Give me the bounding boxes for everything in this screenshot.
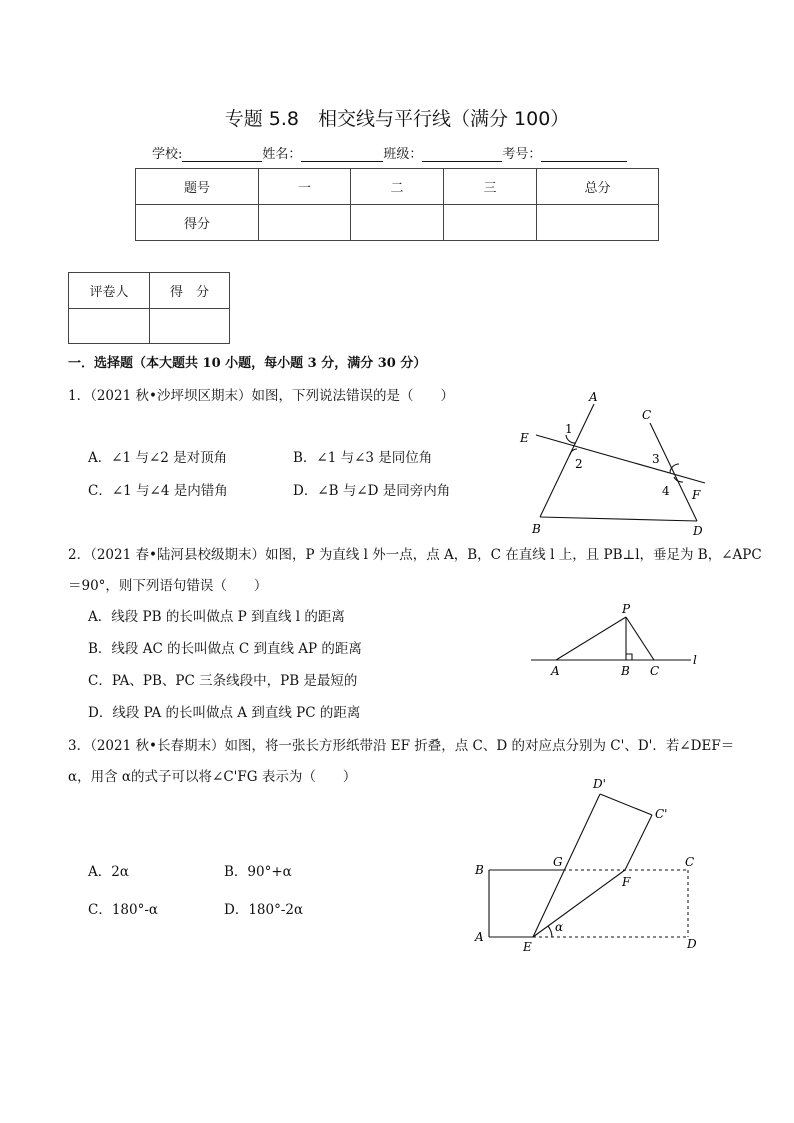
- label-c: C: [650, 664, 660, 678]
- score-header: 总分: [537, 169, 659, 205]
- label-l: l: [693, 653, 697, 667]
- grader-score-label: 得 分: [150, 273, 230, 309]
- fold-line-ef: [533, 870, 625, 937]
- question-1-stem: 1．（2021 秋•沙坪坝区期末）如图，下列说法错误的是（ ）: [68, 388, 454, 404]
- alpha-arc: [548, 926, 552, 937]
- name-label: 姓名：: [262, 147, 302, 162]
- grader-table: [68, 272, 230, 344]
- section-heading: 一．选择题（本大题共 10 小题，每小题 3 分，满分 30 分）: [68, 356, 427, 371]
- score-header: 一: [259, 169, 351, 205]
- score-cell[interactable]: [444, 205, 537, 241]
- q1-option-d[interactable]: D．∠B 与∠D 是同旁内角: [293, 483, 451, 499]
- score-header: 三: [444, 169, 537, 205]
- angle-4-arc: [674, 477, 683, 482]
- label-f: F: [692, 488, 701, 502]
- q3-option-b[interactable]: B．90°+α: [224, 864, 292, 880]
- grader-score-cell[interactable]: [150, 309, 230, 344]
- label-a: A: [589, 390, 598, 404]
- line-ab: [540, 404, 594, 517]
- question-3-stem-line2: α，用含 α的式子可以将∠C'FG 表示为（ ）: [68, 769, 357, 785]
- label-d-prime: D': [593, 777, 606, 791]
- label-alpha: α: [555, 920, 564, 934]
- q2-option-a[interactable]: A．线段 PB 的长叫做点 P 到直线 l 的距离: [88, 609, 345, 625]
- q3-option-c[interactable]: C．180°-α: [88, 902, 159, 918]
- label-angle-3: 3: [652, 452, 660, 466]
- q2-figure: [525, 600, 710, 682]
- line-bd: [540, 517, 697, 521]
- angle-2-arc: [570, 449, 577, 455]
- label-b: B: [621, 664, 630, 678]
- label-c-prime: C': [655, 807, 668, 821]
- label-b: B: [532, 522, 541, 536]
- q2-option-b[interactable]: B．线段 AC 的长叫做点 C 到直线 AP 的距离: [88, 641, 362, 657]
- name-field[interactable]: [301, 147, 383, 162]
- label-d: D: [687, 937, 697, 951]
- label-e: E: [520, 431, 529, 445]
- label-f: F: [622, 875, 631, 889]
- q1-figure: [510, 385, 720, 540]
- segment-pa: [556, 617, 626, 660]
- edge-c1f: [625, 815, 652, 870]
- q2-option-d[interactable]: D．线段 PA 的长叫做点 A 到直线 PC 的距离: [88, 705, 361, 721]
- label-a: A: [475, 930, 484, 944]
- score-table: [135, 168, 659, 241]
- page-title: 专题 5.8 相交线与平行线（满分 100）: [224, 108, 570, 130]
- q3-figure: [470, 770, 710, 960]
- label-e: E: [523, 940, 532, 954]
- edge-ed1: [533, 794, 600, 937]
- reviewer-label: 评卷人: [69, 273, 150, 309]
- label-a: A: [551, 664, 560, 678]
- line-ef: [536, 435, 705, 483]
- line-cd: [650, 423, 697, 521]
- question-2-stem-line2: ＝90°，则下列语句错误（ ）: [68, 578, 268, 594]
- q3-option-a[interactable]: A．2α: [88, 864, 129, 880]
- score-cell[interactable]: [259, 205, 351, 241]
- exam-no-label: 考号：: [502, 147, 542, 162]
- q1-option-c[interactable]: C．∠1 与∠4 是内错角: [88, 483, 228, 499]
- exam-no-field[interactable]: [541, 147, 627, 162]
- label-b: B: [475, 863, 484, 877]
- question-2-stem-line1: 2．（2021 春•陆河县校级期末）如图，P 为直线 l 外一点，点 A，B，C 在直线 l 上，且 PB⊥l，垂足为 B，∠APC: [68, 547, 762, 563]
- label-angle-2: 2: [575, 457, 583, 471]
- score-header: 题号: [136, 169, 259, 205]
- q2-option-c[interactable]: C．PA、PB、PC 三条线段中，PB 是最短的: [88, 673, 358, 689]
- q1-option-b[interactable]: B．∠1 与∠3 是同位角: [293, 450, 433, 466]
- label-angle-1: 1: [565, 422, 573, 436]
- q3-option-d[interactable]: D．180°-2α: [224, 902, 304, 918]
- label-angle-4: 4: [662, 484, 670, 498]
- label-p: P: [622, 602, 631, 616]
- label-g: G: [553, 855, 563, 869]
- edge-d1c1: [600, 794, 652, 815]
- label-c: C: [685, 855, 695, 869]
- score-row-label: 得分: [136, 205, 259, 241]
- angle-3-arc: [670, 464, 679, 473]
- class-label: 班级：: [383, 147, 423, 162]
- right-angle-mark: [626, 654, 632, 660]
- score-header: 二: [351, 169, 444, 205]
- label-c: C: [642, 408, 652, 422]
- school-field[interactable]: [182, 147, 262, 162]
- school-label: 学校:: [152, 147, 183, 162]
- question-3-stem-line1: 3．（2021 秋•长春期末）如图，将一张长方形纸带沿 EF 折叠，点 C、D 的对应点分别为 C'、D'．若∠DEF＝: [68, 738, 735, 754]
- student-info-line: [152, 143, 627, 162]
- label-d: D: [693, 524, 703, 538]
- score-cell[interactable]: [351, 205, 444, 241]
- reviewer-cell[interactable]: [69, 309, 150, 344]
- angle-1-arc: [566, 435, 576, 443]
- q1-option-a[interactable]: A．∠1 与∠2 是对顶角: [88, 450, 228, 466]
- class-field[interactable]: [422, 147, 502, 162]
- score-cell[interactable]: [537, 205, 659, 241]
